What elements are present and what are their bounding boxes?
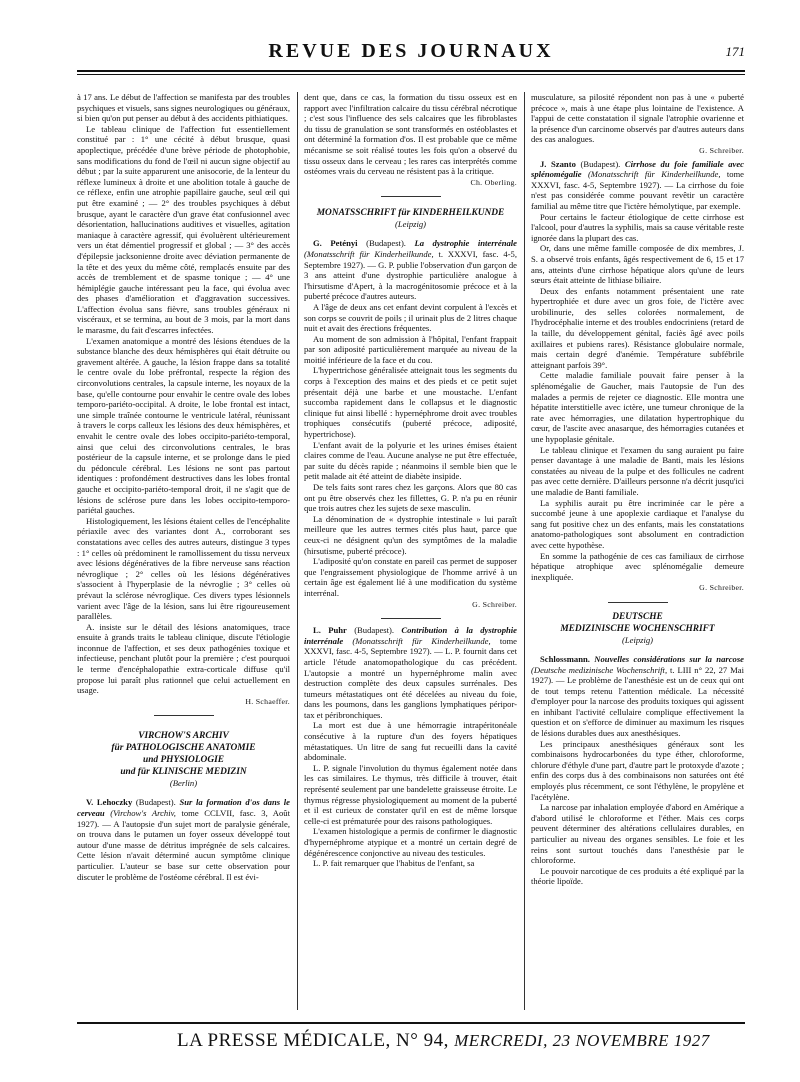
paragraph: L'enfant avait de la polyurie et les urines émises étaient claires comme de l'eau. Aucune analyse ne put être effectuée, par suite du décès rapide ; néanmoins il semble bien que le petit malade ait été atteint de diabète insipide.: [304, 439, 517, 482]
review-text: t. LIII n° 22, 27 Mai 1927). — Le problème de l'anesthésie est un de ceux qui ont de tout temps retenu l'attention médicale. La nécessité d'employer pour la narcose des produits toxiques qui agissent en inhibant l'activité cellulaire complique effectivement la question et on s'efforce de diminuer au maximum les risques de lésions durables dues aux anesthésiques.: [531, 664, 744, 739]
review-text: t. XXXVI, fasc. 4-5, Septembre 1927). — G. P. publie l'observation d'un garçon de 3 ans atteint d'une dystrophie particulière analogue à l'hirsutisme d'Apert, à la macrogénitosomie précoce et à la puberté précoce d'autres auteurs.: [304, 248, 517, 302]
footer-line: [177, 1030, 710, 1052]
page-footer: [77, 1030, 745, 1058]
page-number: 171: [725, 44, 745, 59]
header-rule-top: [77, 70, 745, 72]
author-signature: G. Schreiber.: [472, 599, 517, 609]
column-divider: [524, 92, 525, 1010]
journal-location: (Leipzig): [394, 219, 427, 230]
paragraph: La mort est due à une hémorragie intrapéritonéale consécutive à la rupture d'un des foyers hépatiques métastatiques. Un litre de sang fut recueilli dans la cavité abdominale.: [304, 720, 517, 763]
section-divider: [608, 602, 668, 603]
paragraph: L'hypertrichose généralisée atteignait tous les segments du corps à l'exception des mains et des pieds et ce petit sujet présentait déjà une barbe et une moustache. L'enfant succomba rapidement dans le collapsus et le diagnostic clinique fut ainsi libellé : hypernéphrome droit avec troubles trophiques consécutifs (puberté précoce, adiposité, hypertrichose).: [304, 365, 517, 440]
article-title: Sur la formation d'os dans le cerveau: [77, 797, 290, 819]
article-title: La dystrophie interrénale: [414, 238, 517, 249]
journal-heading: und PHYSIOLOGIE: [142, 755, 224, 766]
paragraph: L. P. fait remarquer que l'habitus de l'enfant, sa: [313, 858, 475, 869]
column-3: [531, 92, 744, 1012]
paragraph: Le tableau clinique et l'examen du sang auraient pu faire penser davantage à une maladie de Banti, mais les lésions constatées au niveau de la pulpe et des follicules ne cadrent pas avec cette dernière. D'ailleurs personne n'a décrit jusqu'ici une maladie de Banti familiale.: [531, 444, 744, 497]
paragraph: Pour certains le facteur étiologique de cette cirrhose est l'alcool, pour d'autres la syphilis, mais sa cause véritable reste ignorée dans la plupart des cas.: [531, 211, 744, 243]
article-title: Contribution à la dystrophie interrénale: [304, 625, 517, 646]
paragraph: L'adiposité qu'on constate en pareil cas permet de supposer que l'engraissement physiologique de l'homme arrivé à un certain âge est également lié à une modification du système interrénal.: [304, 556, 517, 598]
author-location: (Budapest).: [135, 797, 176, 808]
column-divider: [297, 92, 298, 1010]
journal-heading: für PATHOLOGISCHE ANATOMIE: [111, 743, 256, 754]
footer-rule: [77, 1022, 745, 1024]
paragraph: Les principaux anesthésiques généraux sont les combinaisons hydrocarbonées du type éther, chloroforme, chlorure d'éthyle d'une part, d'autre part le protoxyde d'azote ; enfin des corps dus à des combinaisons non saturées ont été employés plus récemment, ce sont l'éthylène, le propylène et l'acétylène.: [531, 738, 744, 802]
journal-location: (Berlin): [169, 778, 198, 789]
author-location: (Budapest).: [366, 238, 406, 249]
review-entry: [531, 654, 744, 739]
paragraph: Au moment de son admission à l'hôpital, l'enfant frappait par son adiposité particulièrement marquée au niveau de la moitié inférieure de la face et du cou.: [304, 333, 517, 365]
paragraph: dent que, dans ce cas, la formation du tissu osseux est en rapport avec l'infiltration calcaire du tissu cérébral nécrotique ; c'est sous l'influence des sels calcaires que les fibroblastes du tissu de granulation se sont transformés en ostéoblastes et ont déterminé la formation d'os. Il est probable que ce même mécanisme se soit réalisé toutes les fois qu'on a observé du tissu osseux dans le cerveau ; les rares cas interprétés comme ostéomes vrais du cerveau ne résistent pas à la critique.: [304, 92, 517, 177]
paragraph: musculature, sa pilosité répondent non pas à une « puberté précoce », mais à une étape plus lointaine de l'existence. A l'appui de cette constatation il signale l'atrophie ovarienne et la présence d'un carcinome observés par d'autres auteurs dans des cas analogues.: [531, 92, 744, 145]
author-signature: H. Schaeffer.: [245, 696, 290, 706]
journal-heading: und für KLINISCHE MEDIZIN: [120, 767, 247, 778]
author-name: L. Puhr: [313, 625, 347, 636]
section-divider: [381, 196, 441, 197]
author-signature: G. Schreiber.: [699, 583, 744, 593]
journal-section-title: REVUE DES JOURNAUX: [268, 40, 554, 62]
paragraph: Le tableau clinique de l'affection fut essentiellement constitué par : 1° une cécité à début brusque, quasi apoplectique, précédée d'une brève période de photophobie, sans modifications du fond de l'œil ni aucun signe objectif au début ; par la suite apparurent une anisocorie, de la lenteur du réflexe lumineux à droite et une abolition totale à gauche de ce réflexe, enfin une atrophie papillaire gauche, seul œil qui put être examiné ; — 2° des troubles psychiques à début brusque, ayant le caractère d'un grave état confusionnel avec désorientation, hallucinations auditives et visuelles, agitation maniaque à caractère agressif, qui évoluèrent ultérieurement vers un état démentiel progressif et global ; — 3° des accès d'épilepsie jacksonienne droite avec déviation permanente de la tête et des yeux du même côté, remplacés ensuite par des accès de tremblement et de spasme tonique ; — 4° une hémiplégie gauche intéressant peu la face, qui évolua avec des phases d'amélioration et d'aggravation successives. L'affection évolua sans fièvre, sans troubles généraux ni viscéraux, et se termina, au bout de 3 mois, par la mort dans le marasme, du fait d'escarres infectées.: [77, 123, 290, 336]
article-columns: [77, 92, 745, 1012]
page-header: [77, 40, 745, 64]
review-entry: [531, 159, 744, 212]
journal-location: (Leipzig): [621, 634, 654, 645]
paragraph: A l'âge de deux ans cet enfant devint corpulent à l'excès et son corps se couvrit de poils ; il urinait plus de 2 litres chaque nuit et avait des érections fréquentes.: [304, 301, 517, 334]
article-source: (Monatsschrift für Kinderheilkunde,: [587, 169, 721, 180]
paragraph: Deux des enfants notamment présentaient une rate hypertrophiée et dure avec un gros foie, de l'ictère avec urobilinurie, des selles colorées normalement, de l'hydrocéphalie interne et des troubles endocriniens (retard de la taille, du développement génital, faciès âgé avec poils axillaires et pubiens rares). Résistance globulaire normale, mais certain degré d'anémie. Température subfébrile atteignant parfois 39°.: [531, 285, 744, 370]
journal-heading: MEDIZINISCHE WOCHENSCHRIFT: [560, 623, 715, 634]
author-name: G. Petényi: [313, 238, 358, 249]
article-source: (Virchow's Archiv,: [110, 808, 176, 819]
article-source: (Monatsschrift für Kinderheilkunde,: [304, 248, 434, 259]
header-rule-bottom: [77, 74, 745, 75]
review-text: tome XXXVI, fasc. 4-5, Septembre 1927). — L. P. fournit dans cet article l'étude anatomopathologique du cas précédent. L'autopsie a montré un hypernéphrome malin avec destruction complète des deux capsules surrénales. Des tumeurs métastatiques ont été décelées au niveau du foie, dans les poumons, dans les ganglions lymphatiques péripor-tax et péribronchiques.: [304, 635, 517, 720]
review-entry: [304, 625, 517, 720]
section-divider: [154, 715, 214, 716]
column-2: [304, 92, 517, 1012]
paragraph: En somme la pathogénie de ces cas familiaux de cirrhose hépatique atrophique avec splénomégalie demeure inexpliquée.: [531, 550, 744, 582]
author-location: (Budapest).: [354, 625, 395, 636]
paragraph: L. P. signale l'involution du thymus également notée dans les cas similaires. Le thymus, très difficile à trouver, était représenté seulement par une bandelette graisseuse étroite. Le thymus régresse physiologiquement au moment de la puberté et il est curieux de constater qu'il en est de même lorsque celle-ci est prématurée pour des raisons pathologiques.: [304, 762, 517, 826]
paragraph: à 17 ans. Le début de l'affection se manifesta par des troubles psychiques et visuels, sans signes neurologiques ou généraux, si bien qu'on put penser au début à des accidents pithiatiques.: [77, 92, 290, 124]
paragraph: La dénomination de « dystrophie intestinale » lui paraît meilleure que les autres termes cités plus haut, parce que ceux-ci ne désignent qu'un des symptômes de la maladie (hirsutisme, puberté précoce).: [304, 513, 517, 556]
journal-heading: VIRCHOW'S ARCHIV: [138, 731, 229, 742]
review-text: tome XXXVI, fasc. 4-5, Septembre 1927). — La cirrhose du foie n'est pas considérée comme pouvant revêtir un caractère familial au même titre que l'ictère hémolytique, par exemple.: [531, 169, 744, 211]
column-1: [77, 92, 290, 1012]
author-name: V. Lehoczky: [86, 797, 133, 808]
paragraph: Cette maladie familiale pouvait faire penser à la splénomégalie de Gaucher, mais l'autopsie de l'un des malades a permis de rejeter ce diagnostic. Elle montra une hépatite interstitielle avec ictère, une tumeur chronique de la rate avec hémorragies, une dilatation hypertrophique du cœur, de l'ascite avec anasarque, des hémorragies cutanées et une hypoplasie génitale.: [531, 370, 744, 444]
paragraph: De tels faits sont rares chez les garçons. Alors que 80 cas ont pu être observés chez les fillettes, G. P. n'a pu en réunir que trois autres chez les sujets de sexe masculin.: [304, 482, 517, 514]
paragraph: La syphilis aurait pu être incriminée car le père a succombé jeune à une apoplexie cardiaque et l'analyse du sang fut positive chez un des enfants, mais les constatations anatomo-pathologiques sont absolument en contradiction avec cette hypothèse.: [531, 497, 744, 550]
review-entry: [77, 797, 290, 882]
author-signature: G. Schreiber.: [699, 145, 744, 155]
author-name: J. Szanto: [540, 158, 576, 169]
author-name: Schlossmann.: [540, 653, 590, 664]
article-source: (Deutsche medizinische Wochenschrift,: [531, 664, 668, 675]
journal-heading: MONATSSCHRIFT für KINDERHEILKUNDE: [316, 208, 505, 219]
article-title: Nouvelles considérations sur la narcose: [594, 653, 744, 664]
paragraph: L'examen anatomique a montré des lésions étendues de la substance blanche des deux hémisphères qui était détruite ou gravement altérée. A gauche, la lésion frappe dans sa totalité le centre ovale du lobe préfrontal, respecte la région des circonvolutions centrales, la capsule interne, les noyaux de la base, qu'elle contourne pour envahir le centre ovale des lobes temporo-pariéto-occipital. A droite, le lobe frontal est intact, une simple traînée contourne le ventricule latéral, réunissant à travers le corps calleux les lésions des deux hémisphères, et envahit le centre ovale des lobes occipito-pariéto-temporal, ainsi que celui des circonvolutions centrales, le bras postérieur de la capsule interne, et se prolonge dans le pied du pédoncule cérébral. Les lésions ne sont pas partout identiques : profondément destructives dans les lobes frontal gauche et occipito-pariéto-temporal droit, il ne s'agit que de lésions de sclérose pure dans les lobes occipito-temporo-pariétal gauches.: [77, 335, 290, 516]
journal-heading: DEUTSCHE: [612, 611, 663, 622]
review-text: tome CCLVII, fasc. 3, Août 1927). — A l'autopsie d'un sujet mort de paralysie générale, on trouva dans le putamen un foyer osseux développé tout autour d'une masse de détritus imprégnée de sels calcaires. Cette lésion n'avait déterminé aucun symptôme clinique particulier. L'auteur se base sur cette observation pour discuter le problème de l'ostéome cérébral. Il est évi-: [77, 808, 290, 882]
author-signature: Ch. Oberling.: [470, 177, 517, 187]
issue-date: MERCREDI, 23 NOVEMBRE 1927: [454, 1031, 710, 1050]
publication-name: LA PRESSE MÉDICALE, N° 94,: [177, 1030, 449, 1051]
section-divider: [381, 618, 441, 619]
paragraph: La narcose par inhalation employée d'abord en Amérique a d'abord utilisé le chloroforme et l'éther. Mais ces corps peuvent déterminer des altérations cellulaires durables, en particulier au niveau des organes sensibles. Le foie et les reins sont surtout touchés dans l'anesthésie par le chloroforme.: [531, 802, 744, 866]
paragraph: Or, dans une même famille composée de dix membres, J. S. a observé trois enfants, âgés respectivement de 6, 15 et 17 ans, atteints d'une cirrhose hépatique alors qu'une de leurs sœurs était atteinte de lithiase biliaire.: [531, 243, 744, 286]
article-title: Cirrhose du foie familiale avec splénomégalie: [531, 158, 744, 180]
author-location: (Budapest).: [580, 158, 621, 169]
article-source: (Monatsschrift für Kinderheilkunde,: [352, 635, 491, 646]
paragraph: Le pouvoir narcotique de ces produits a été expliqué par la théorie lipoïde.: [531, 865, 744, 887]
paragraph: L'examen histologique a permis de confirmer le diagnostic d'hypernéphrome atypique et a montré un certain degré de dégénérescence conjonctive au niveau des testicules.: [304, 826, 517, 858]
review-entry: [304, 238, 517, 302]
paragraph: Histologiquement, les lésions étaient celles de l'encéphalite périaxile avec des variantes dont A., corroborant ses constatations avec celles des autres auteurs, distingue 3 types : 1° celles où prédominent le ramollissement du tissu nerveux avec lésions dégénératives de la fibre nerveuse sans réaction névroglique ; 2° celles où les lésions dégénératives s'associent à l'hyperplasie de la névroglie ; 3° celles où prévaut la sclérose névroglique. Ces divers types lésionnels varient avec l'âge de la lésion, sans lui être rigoureusement parallèles.: [77, 515, 290, 622]
paragraph: A. insiste sur le détail des lésions anatomiques, trace ensuite à grands traits le tableau clinique, discute l'étiologie inconnue de l'affection, et ses deux pathogénies toxique et infectieuse, penchant plutôt pour la première ; c'est pourquoi le terme d'encéphalopathie extra-corticale diffuse qu'il propose lui paraît plus rationnel que celui actuellement en usage.: [77, 621, 290, 696]
